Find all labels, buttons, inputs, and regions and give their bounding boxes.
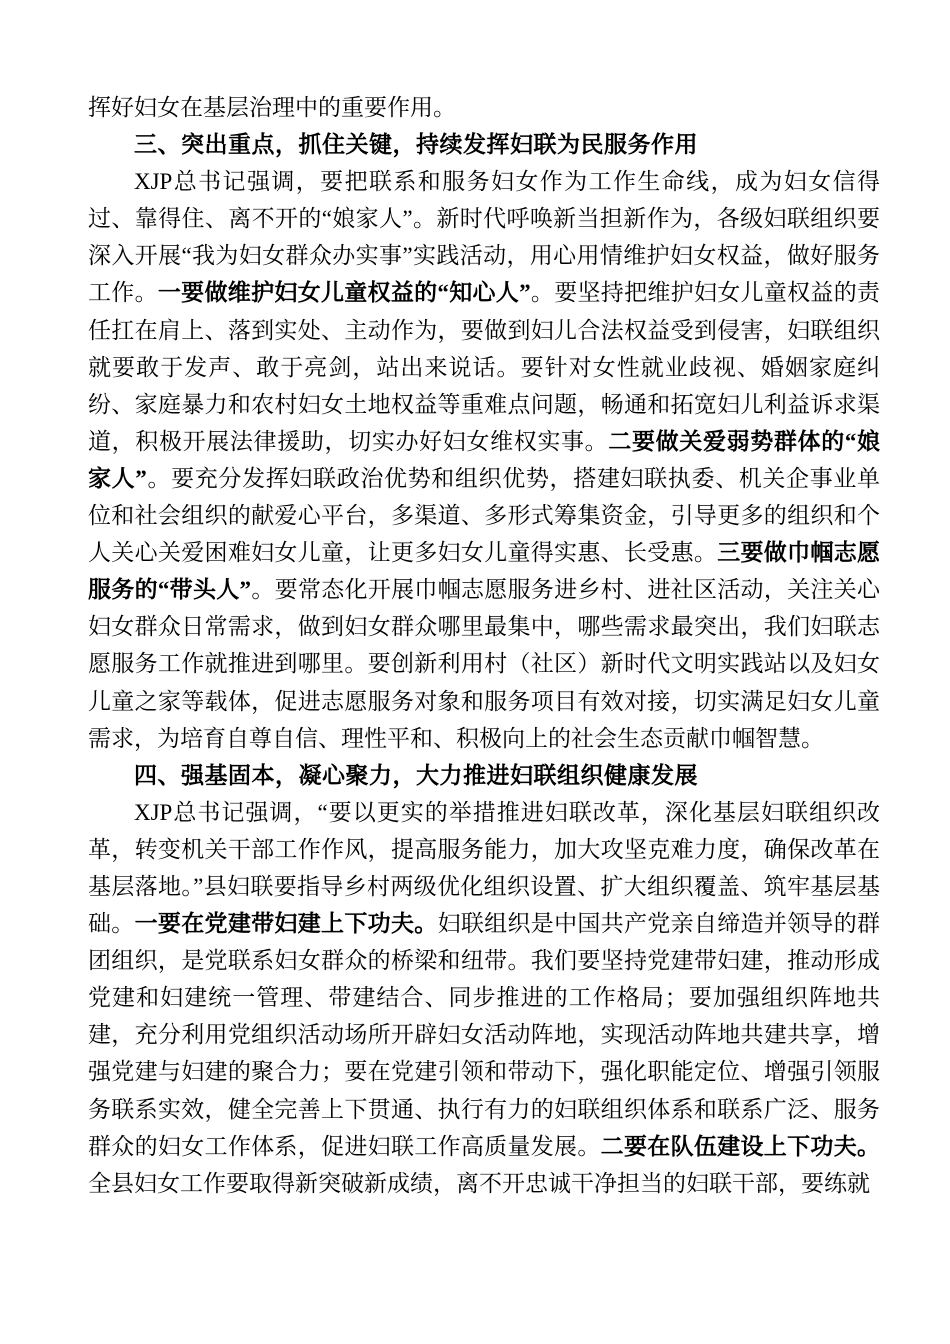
- text-paragraph: [88, 794, 880, 1202]
- bold-text-run: 一要在党建带妇建上下功夫。: [134, 911, 438, 937]
- bold-text-run: 二要做关爱弱势群体的“娘家人”: [88, 428, 881, 491]
- bold-text-run: 一要做维护妇女儿童权益的“知心人”: [157, 280, 531, 306]
- document-content: [88, 89, 880, 1202]
- text-run: 挥好妇女在基层治理中的重要作用。: [88, 95, 456, 120]
- bold-text-run: 三、突出重点，抓住关键，持续发挥妇联为民服务作用: [134, 131, 698, 158]
- text-run: 。要充分发挥妇联政治优势和组织优势，搭建妇联执委、机关企事业单位和社会组织的献爱心平台，多渠道、多形式筹集资金，引导更多的组织和个人关心关爱困难妇女儿童，让更多妇女儿童得实惠、长受惠。: [88, 465, 881, 566]
- section-heading: [88, 757, 880, 794]
- text-run: XJP总书记强调，要把联系和服务妇女作为工作生命线，成为妇女信得过、靠得住、离不开的“娘家人”。新时代呼唤新当担新作为，各级妇联组织要深入开展“我为妇女群众办实事”实践活动，用心用情维护妇女权益，做好服务工作。: [88, 169, 880, 306]
- text-paragraph: [88, 163, 880, 757]
- bold-text-run: 三要做巾帼志愿服务的“带头人”: [88, 540, 881, 603]
- text-run: 全县妇女工作要取得新突破新成绩，离不开忠诚干净担当的妇联干部，要练就: [88, 1170, 870, 1196]
- text-run: 。要常态化开展巾帼志愿服务进乡村、进社区活动，关注关心妇女群众日常需求，做到妇女群众哪里最集中，哪些需求最突出，我们妇联志愿服务工作就推进到哪里。要创新利用村（社区）新时代文明实践站以及妇女儿童之家等载体，促进志愿服务对象和服务项目有效对接，切实满足妇女儿童需求，为培育自尊自信、理性平和、积极向上的社会生态贡献巾帼智慧。: [88, 577, 881, 751]
- bold-text-run: 二要在队伍建设上下功夫。: [600, 1133, 881, 1159]
- section-heading: [88, 126, 880, 163]
- text-paragraph: [88, 89, 880, 126]
- bold-text-run: 四、强基固本，凝心聚力，大力推进妇联组织健康发展: [134, 761, 698, 788]
- text-run: 。要坚持把维护妇女儿童权益的责任扛在肩上、落到实处、主动作为，要做到妇儿合法权益受到侵害，妇联组织就要敢于发声、敢于亮剑，站出来说话。要针对女性就业歧视、婚姻家庭纠纷、家庭暴力和农村妇女土地权益等重难点问题，畅通和拓宽妇儿利益诉求渠道，积极开展法律援助，切实办好妇女维权实事。: [88, 280, 881, 454]
- text-run: 妇联组织是中国共产党亲自缔造并领导的群团组织，是党联系妇女群众的桥梁和纽带。我们要坚持党建带妇建，推动形成党建和妇建统一管理、带建结合、同步推进的工作格局；要加强组织阵地共建，充分利用党组织活动场所开辟妇女活动阵地，实现活动阵地共建共享，增强党建与妇建的聚合力；要在党建引领和带动下，强化职能定位、增强引领服务联系实效，健全完善上下贯通、执行有力的妇联组织体系和联系广泛、服务群众的妇女工作体系，促进妇联工作高质量发展。: [88, 911, 881, 1159]
- text-run: XJP总书记强调，“要以更实的举措推进妇联改革，深化基层妇联组织改革，转变机关干部工作作风，提高服务能力，加大攻坚克难力度，确保改革在基层落地。”县妇联要指导乡村两级优化组织设置、扩大组织覆盖、筑牢基层基础。: [88, 799, 880, 937]
